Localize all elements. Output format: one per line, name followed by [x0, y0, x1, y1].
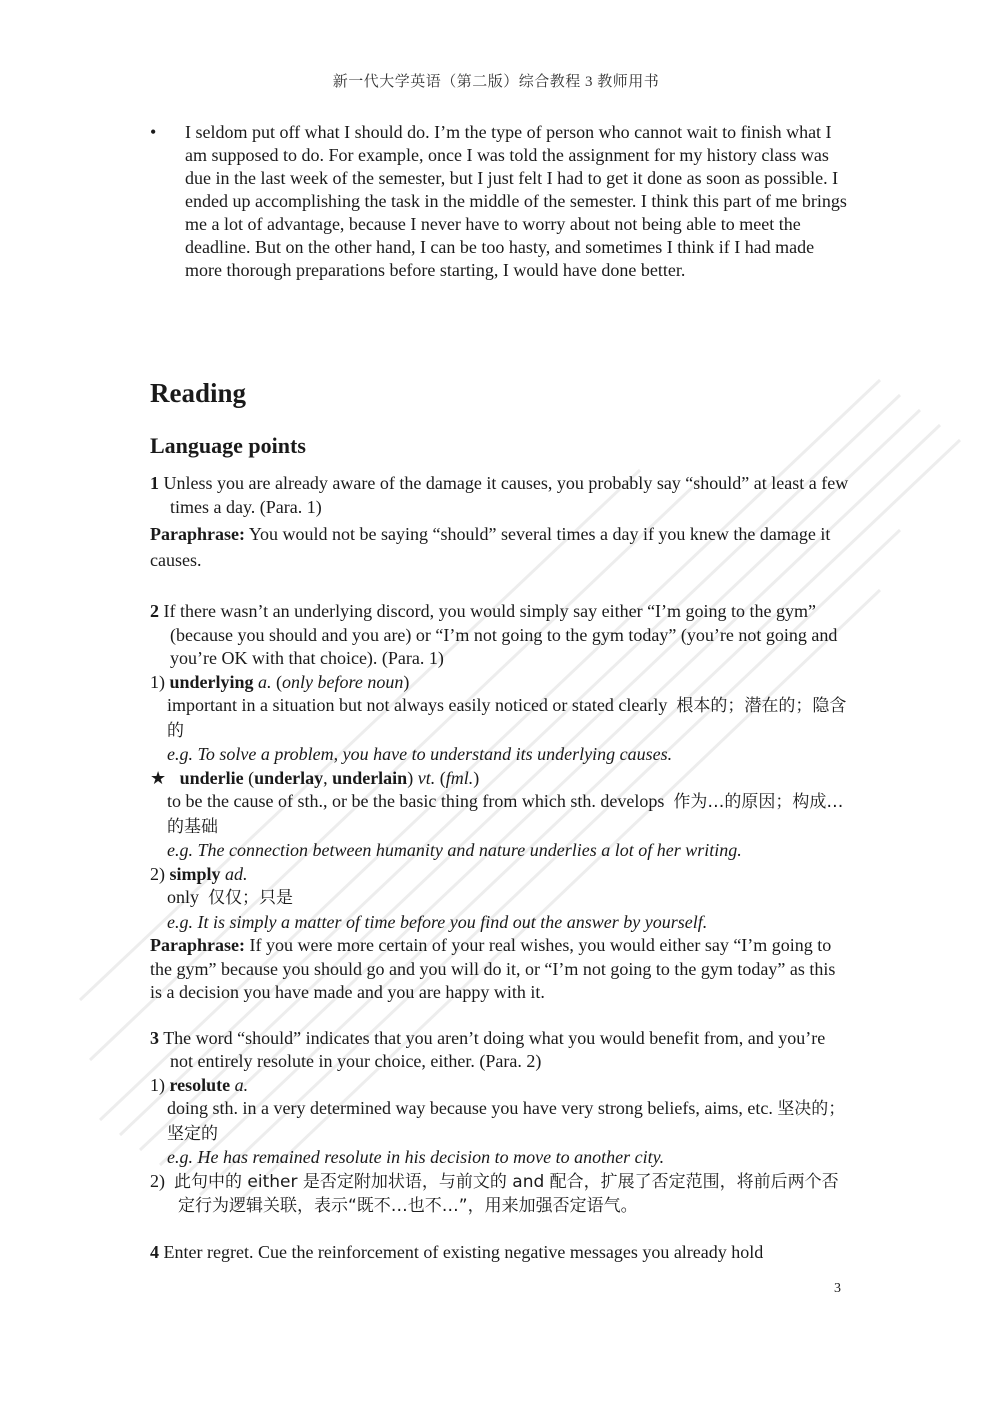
bullet-text: I seldom put off what I should do. I’m the type of person who cannot wait to finish what I am supposed to do. For example, once I was told the assignment for my history class was due in the last week of the semester, but I just felt I had to get it done as soon as possible. I ended up accomplishing the task in the middle of the semester. I think this part of me brings me a lot of advantage, because I never have to worry about not being able to meet the deadline. But on the other hand, I can be too hasty, and sometimes I think if I had made more thorough preparations before starting, I would have done better.	[185, 122, 847, 280]
paren: (	[248, 767, 255, 788]
language-points	[150, 472, 850, 1264]
point-1-paraphrase	[150, 521, 850, 573]
chinese-gloss: 作为…的原因；构成…的基础	[167, 792, 844, 837]
part-of-speech: vt.	[417, 767, 436, 788]
point-2-sentence	[150, 600, 850, 671]
paren: )	[473, 767, 480, 788]
sub-number: 2)	[150, 1170, 165, 1191]
chinese-gloss: 仅仅；只是	[208, 888, 294, 908]
headword: resolute	[169, 1074, 231, 1095]
chinese-gloss: 坚决的；坚定的	[167, 1099, 846, 1144]
paren: )	[403, 671, 410, 692]
chinese-note: 此句中的 either 是否定附加状语，与前文的 and 配合，扩展了否定范围，将前后两个否定行为逻辑关联，表示“既不…也不…”，用来加强否定语气。	[174, 1171, 839, 1216]
definition	[150, 886, 850, 911]
running-header: 新一代大学英语（第二版）综合教程 3 教师用书	[332, 74, 660, 90]
entry-resolute	[150, 1074, 850, 1098]
entry-simply	[150, 863, 850, 887]
example-sentence: e.g. It is simply a matter of time before you find out the answer by yourself.	[167, 911, 708, 932]
star-icon: ★	[150, 767, 167, 788]
subsection-title: Language points	[150, 433, 306, 458]
point-number: 4	[150, 1241, 159, 1262]
paren: (	[439, 767, 446, 788]
part-of-speech: a.	[258, 671, 272, 692]
bullet-paragraph	[150, 121, 850, 282]
part-of-speech: a.	[234, 1074, 249, 1095]
point-text: If there wasn’t an underlying discord, you would simply say either “I’m going to the gym” (because you should and you are) or “I’m not going to the gym today” (you’re not going and you’re OK with that choice). (Para. 1)	[163, 601, 838, 668]
headword: underlie	[179, 767, 244, 788]
entry-underlie	[150, 767, 850, 791]
point-number: 3	[150, 1027, 159, 1048]
verb-form: underlay	[254, 767, 324, 788]
definition	[150, 694, 850, 743]
sub-number: 1)	[150, 1074, 165, 1095]
paraphrase-text: If you were more certain of your real wishes, you would either say “I’m going to the gym” because you should go and you will do it, or “I’m not going to the gym today” as this is a decision you have made and you are happy with it.	[150, 935, 836, 1002]
comma: ,	[323, 767, 328, 788]
paraphrase-text: You would not be saying “should” several times a day if you knew the damage it causes.	[150, 524, 831, 570]
definition	[150, 790, 850, 839]
definition-text: important in a situation but not always easily noticed or stated clearly	[167, 695, 668, 715]
point-1-sentence	[150, 472, 850, 519]
section-title: Reading	[150, 378, 247, 408]
definition-text: doing sth. in a very determined way because you have very strong beliefs, aims, etc.	[167, 1098, 773, 1118]
grammar-note	[150, 1170, 850, 1219]
bullet-icon: •	[150, 122, 157, 142]
point-number: 2	[150, 601, 159, 621]
paraphrase-label: Paraphrase:	[150, 524, 245, 544]
paren: (	[276, 671, 283, 692]
point-2-paraphrase	[150, 934, 850, 1005]
point-number: 1	[150, 473, 159, 493]
definition-text: to be the cause of sth., or be the basic thing from which sth. develops	[167, 791, 665, 811]
point-4-sentence	[150, 1241, 850, 1265]
paraphrase-label: Paraphrase:	[150, 935, 245, 955]
sub-number: 2)	[150, 863, 165, 884]
example-sentence: e.g. To solve a problem, you have to understand its underlying causes.	[167, 744, 673, 764]
paren: )	[407, 767, 414, 788]
headword: underlying	[169, 671, 254, 692]
usage-note: fml.	[445, 767, 474, 788]
usage-note: only before noun	[282, 671, 404, 692]
verb-form: underlain	[332, 767, 408, 788]
headword: simply	[169, 863, 221, 884]
entry-underlying	[150, 671, 850, 695]
point-text: Unless you are already aware of the damage it causes, you probably say “should” at least a few times a day. (Para. 1)	[163, 473, 849, 517]
page-number: 3	[834, 1281, 841, 1296]
part-of-speech: ad.	[225, 863, 248, 884]
definition	[150, 1097, 850, 1146]
chinese-gloss: 根本的；潜在的；隐含的	[167, 696, 847, 741]
point-3-sentence	[150, 1027, 850, 1074]
point-text: The word “should” indicates that you aren’t doing what you would benefit from, and you’re not entirely resolute in your choice, either. (Para. 2)	[163, 1027, 826, 1071]
definition-text: only	[167, 887, 200, 907]
example-sentence: e.g. He has remained resolute in his decision to move to another city.	[167, 1147, 665, 1167]
example-sentence: e.g. The connection between humanity and nature underlies a lot of her writing.	[167, 840, 742, 860]
sub-number: 1)	[150, 671, 165, 692]
point-text: Enter regret. Cue the reinforcement of existing negative messages you already hold	[163, 1241, 764, 1262]
